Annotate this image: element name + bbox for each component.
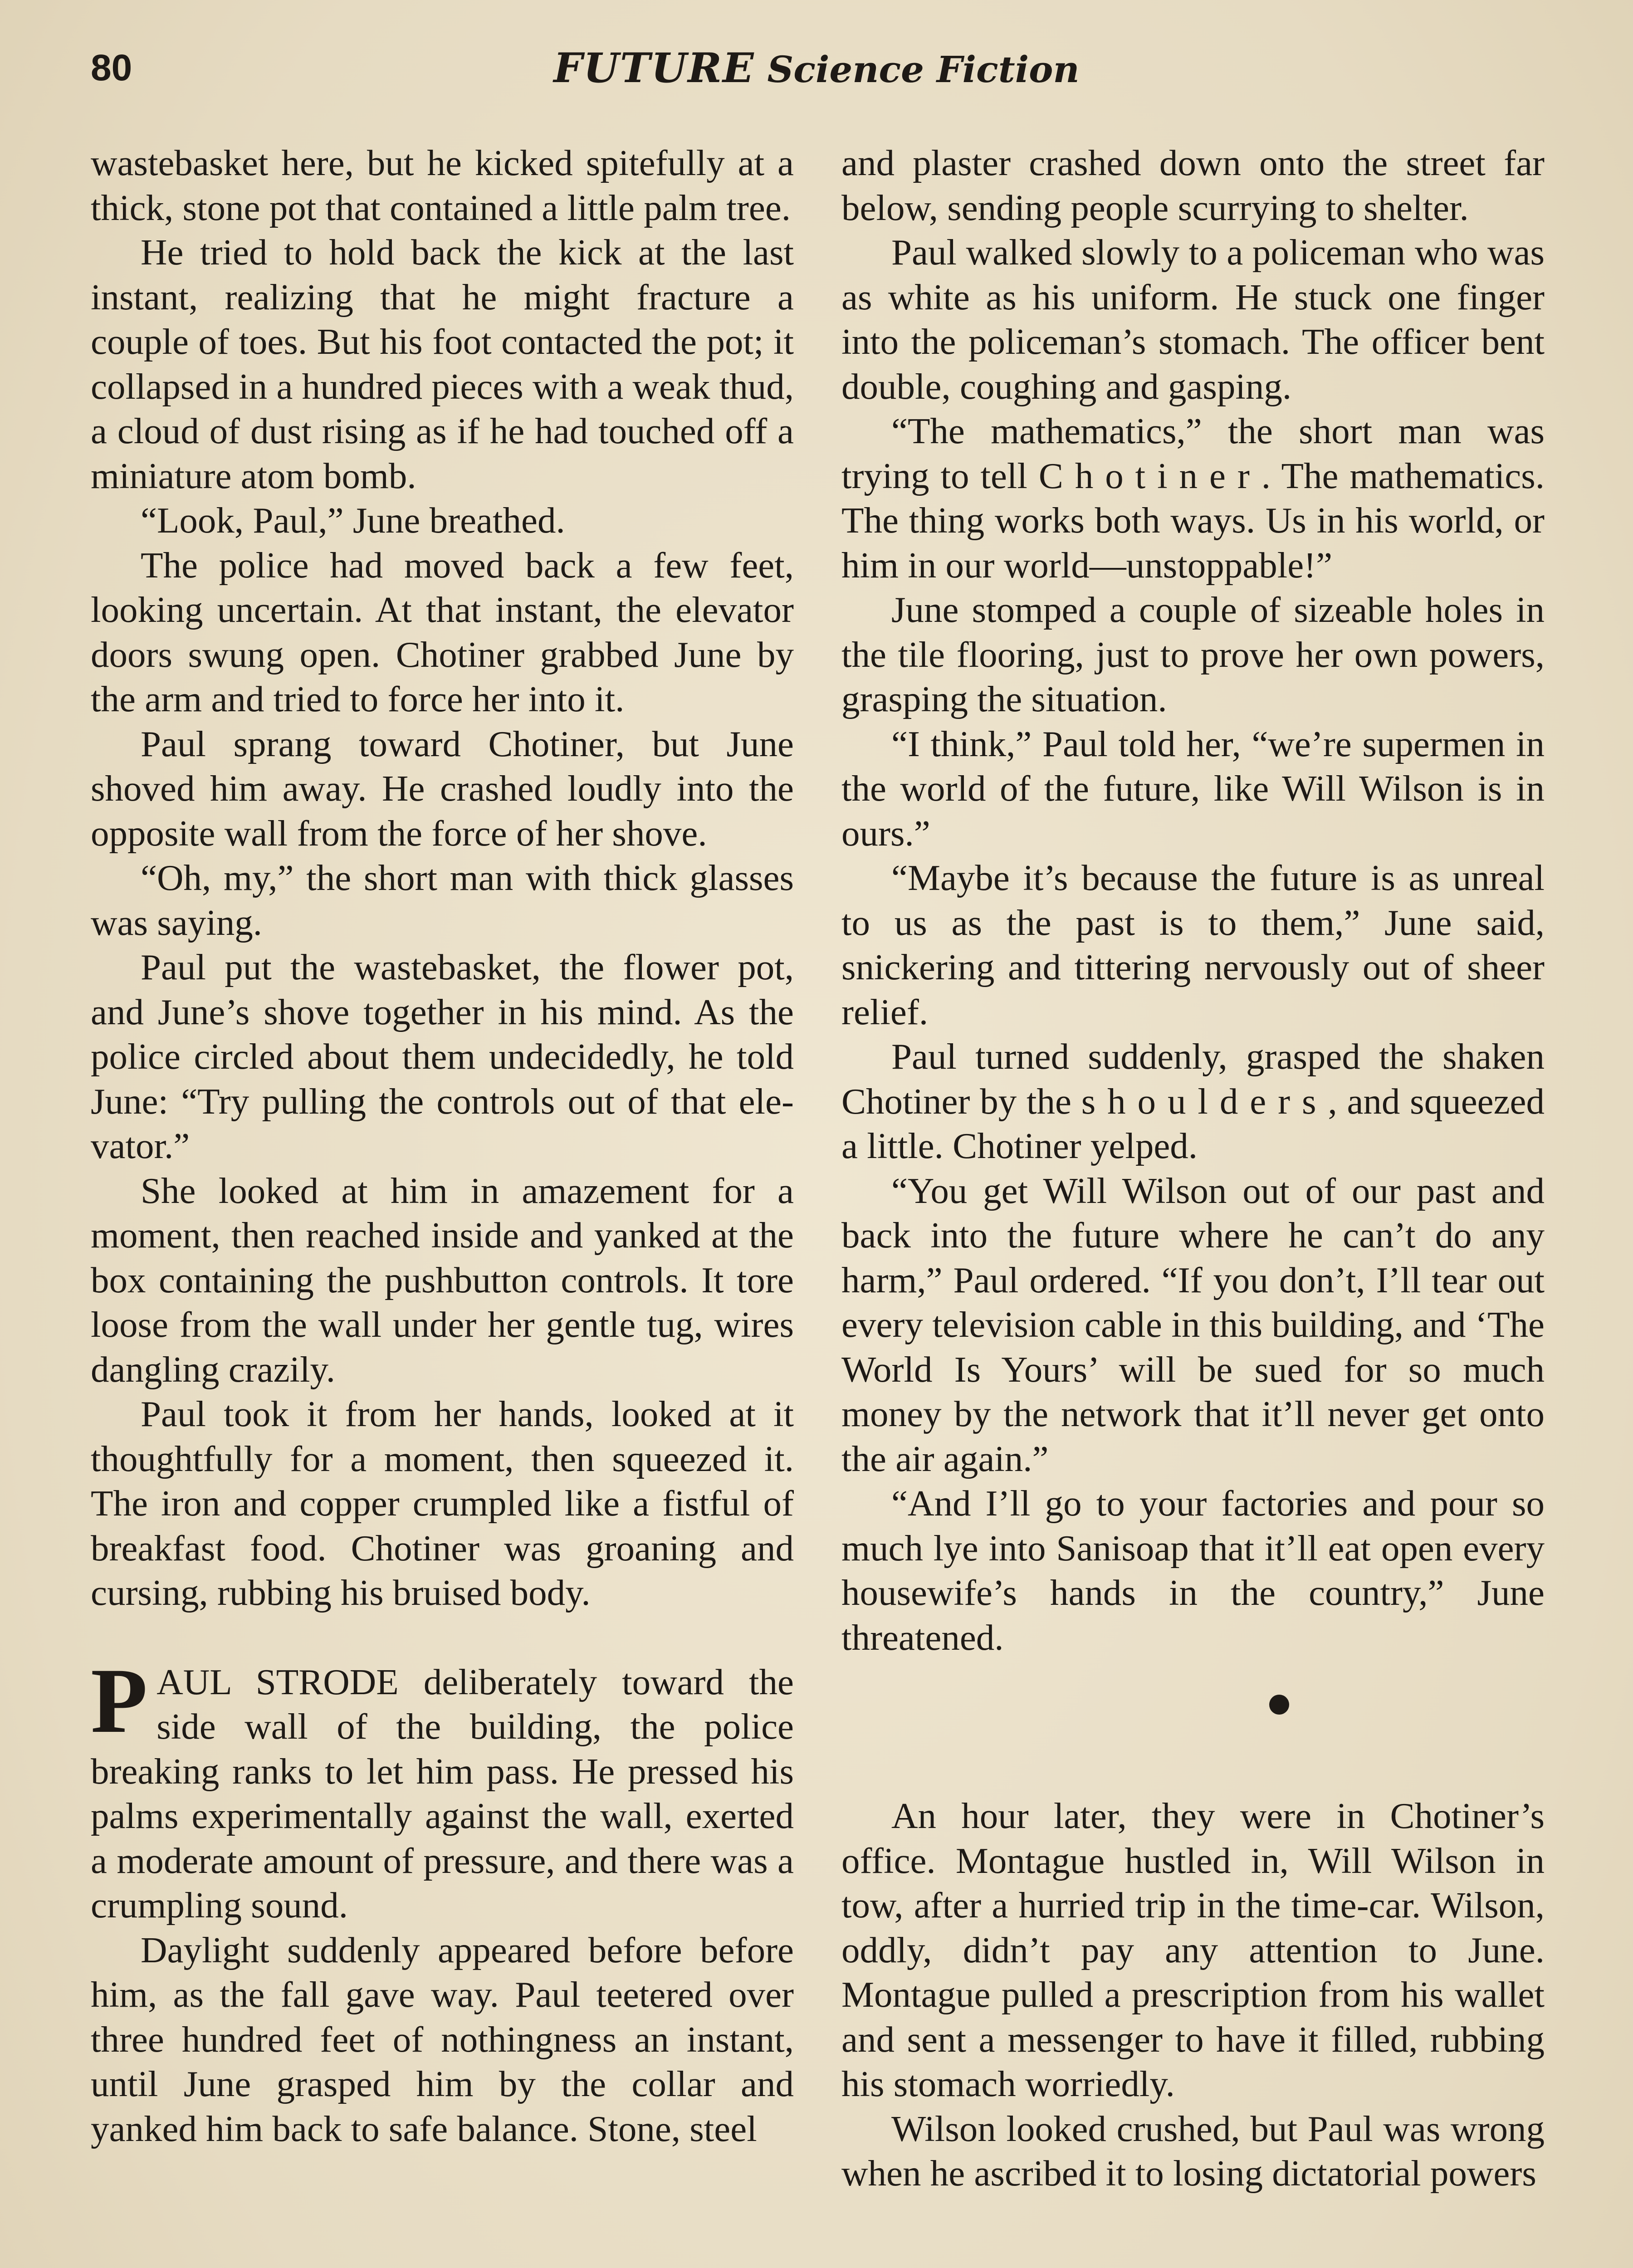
drop-cap: P (91, 1649, 148, 1752)
paragraph-text: AUL STRODE deliberately toward the side wall of the building, the police breaking ranks to let him pass. He pressed his palms experimentally against the wall, exerted a moderate amount of pressure, and there was a crumpling sound. (91, 1661, 794, 1926)
paragraph-text: “The mathematics,” the short man was trying to tell (841, 411, 1545, 496)
paragraph: Paul sprang toward Chotiner, but June shoved him away. He crashed loudly into the opposite wall from the force of her shove. (91, 723, 794, 854)
paragraph-text: Paul turned suddenly, grasped the shaken Chotiner by the (841, 1036, 1545, 1122)
paragraph: “Look, Paul,” June breathed. (141, 500, 565, 541)
left-column (91, 141, 794, 2268)
paragraph: Daylight suddenly appeared before before him, as the fall gave way. Paul teetered over three hundred feet of nothingness an instant, until June grasped him by the collar and yanked him back to safe balance. Stone, steel (91, 1929, 794, 2149)
paragraph: The police had moved back a few feet, looking uncertain. At that instant, the elevator doors swung open. Chotiner grabbed June by the arm and tried to force her into it. (91, 544, 794, 719)
paragraph: “And I’ll go to your factories and pour so much lye into Sanisoap that it’ll eat open every housewife’s hands in the country,” June threatened. (841, 1483, 1545, 1658)
paragraph-text: . The mathematics. The thing works both ways. Us in his world, or him in our world—unstoppable!” (841, 455, 1545, 586)
right-column (841, 141, 1545, 2268)
paragraph: June stomped a couple of sizeable holes in the tile flooring, just to prove her own powers, grasping the situation. (841, 589, 1545, 719)
paragraph (841, 1034, 1545, 1168)
paragraph: Paul took it from her hands, looked at it thoughtfully for a moment, then squeezed it. The iron and copper crumpled like a fistful of breakfast food. Chotiner was groaning and cursing, rubbing his bruised body. (91, 1393, 794, 1613)
running-head (91, 43, 1542, 94)
paragraph: “You get Will Wilson out of our past and back into the future where he can’t do any harm,” Paul ordered. “If you don’t, I’ll tear out every television cable in this building, and ‘The World Is Yours’ will be sued for so much money by the network that it’ll never get onto the air again.” (841, 1170, 1545, 1479)
paragraph: “Maybe it’s because the future is as unreal to us as the past is to them,” June said, snickering and tittering nervously out of sheer relief. (841, 857, 1545, 1032)
section-separator (1014, 1660, 1545, 1749)
magazine-title-future: FUTURE (553, 44, 755, 92)
page-header (91, 43, 1542, 93)
paragraph: Wilson looked crushed, but Paul was wrong when he ascribed it to losing dictatorial powers (841, 2108, 1545, 2194)
paragraph: wastebasket here, but he kicked spitefully at a thick, stone pot that contained a little palm tree. (91, 142, 794, 228)
letterspaced-word: shoulders (1081, 1080, 1328, 1122)
paragraph: “I think,” Paul told her, “we’re supermen in the world of the future, like Will Wilson is in ours.” (841, 723, 1545, 854)
paragraph: and plaster crashed down onto the street far below, sending people scurrying to shelter. (841, 142, 1545, 228)
paragraph: An hour later, they were in Chotiner’s office. Montague hustled in, Will Wilson in tow, after a hurried trip in the time-car. Wilson, oddly, didn’t pay any attention to June. Montague pulled a prescription from his wallet and sent a messenger to have it filled, rubbing his stomach worriedly. (841, 1795, 1545, 2104)
paragraph: “Oh, my,” the short man with thick glasses was saying. (91, 857, 794, 943)
bullet-dot-icon (1269, 1695, 1289, 1715)
paragraph: He tried to hold back the kick at the last instant, realizing that he might fracture a couple of toes. But his foot contacted the pot; it collapsed in a hundred pieces with a weak thud, a cloud of dust rising as if he had touched off a miniature atom bomb. (91, 232, 794, 496)
letterspaced-name: Chotiner (1038, 455, 1261, 496)
paragraph (841, 409, 1545, 587)
section-gap (841, 1749, 1545, 1794)
paragraph: Paul put the wastebasket, the flower pot, and June’s shove together in his mind. As the police circled about them undecidedly, he told June: “Try pulling the controls out of that elevator.” (91, 947, 794, 1166)
paragraph: Paul walked slowly to a policeman who was as white as his uniform. He stuck one finger into the policeman’s stomach. The officer bent double, coughing and gasping. (841, 232, 1545, 407)
page-number: 80 (91, 47, 132, 88)
magazine-title-rest: Science Fiction (767, 48, 1080, 91)
section-start-paragraph (91, 1649, 794, 1928)
paragraph-text: , and squeezed a little. Chotiner yelped. (841, 1080, 1545, 1166)
paragraph: She looked at him in amazement for a moment, then reached inside and yanked at the box containing the pushbutton controls. It tore loose from the wall under her gentle tug, wires dangling crazily. (91, 1170, 794, 1390)
